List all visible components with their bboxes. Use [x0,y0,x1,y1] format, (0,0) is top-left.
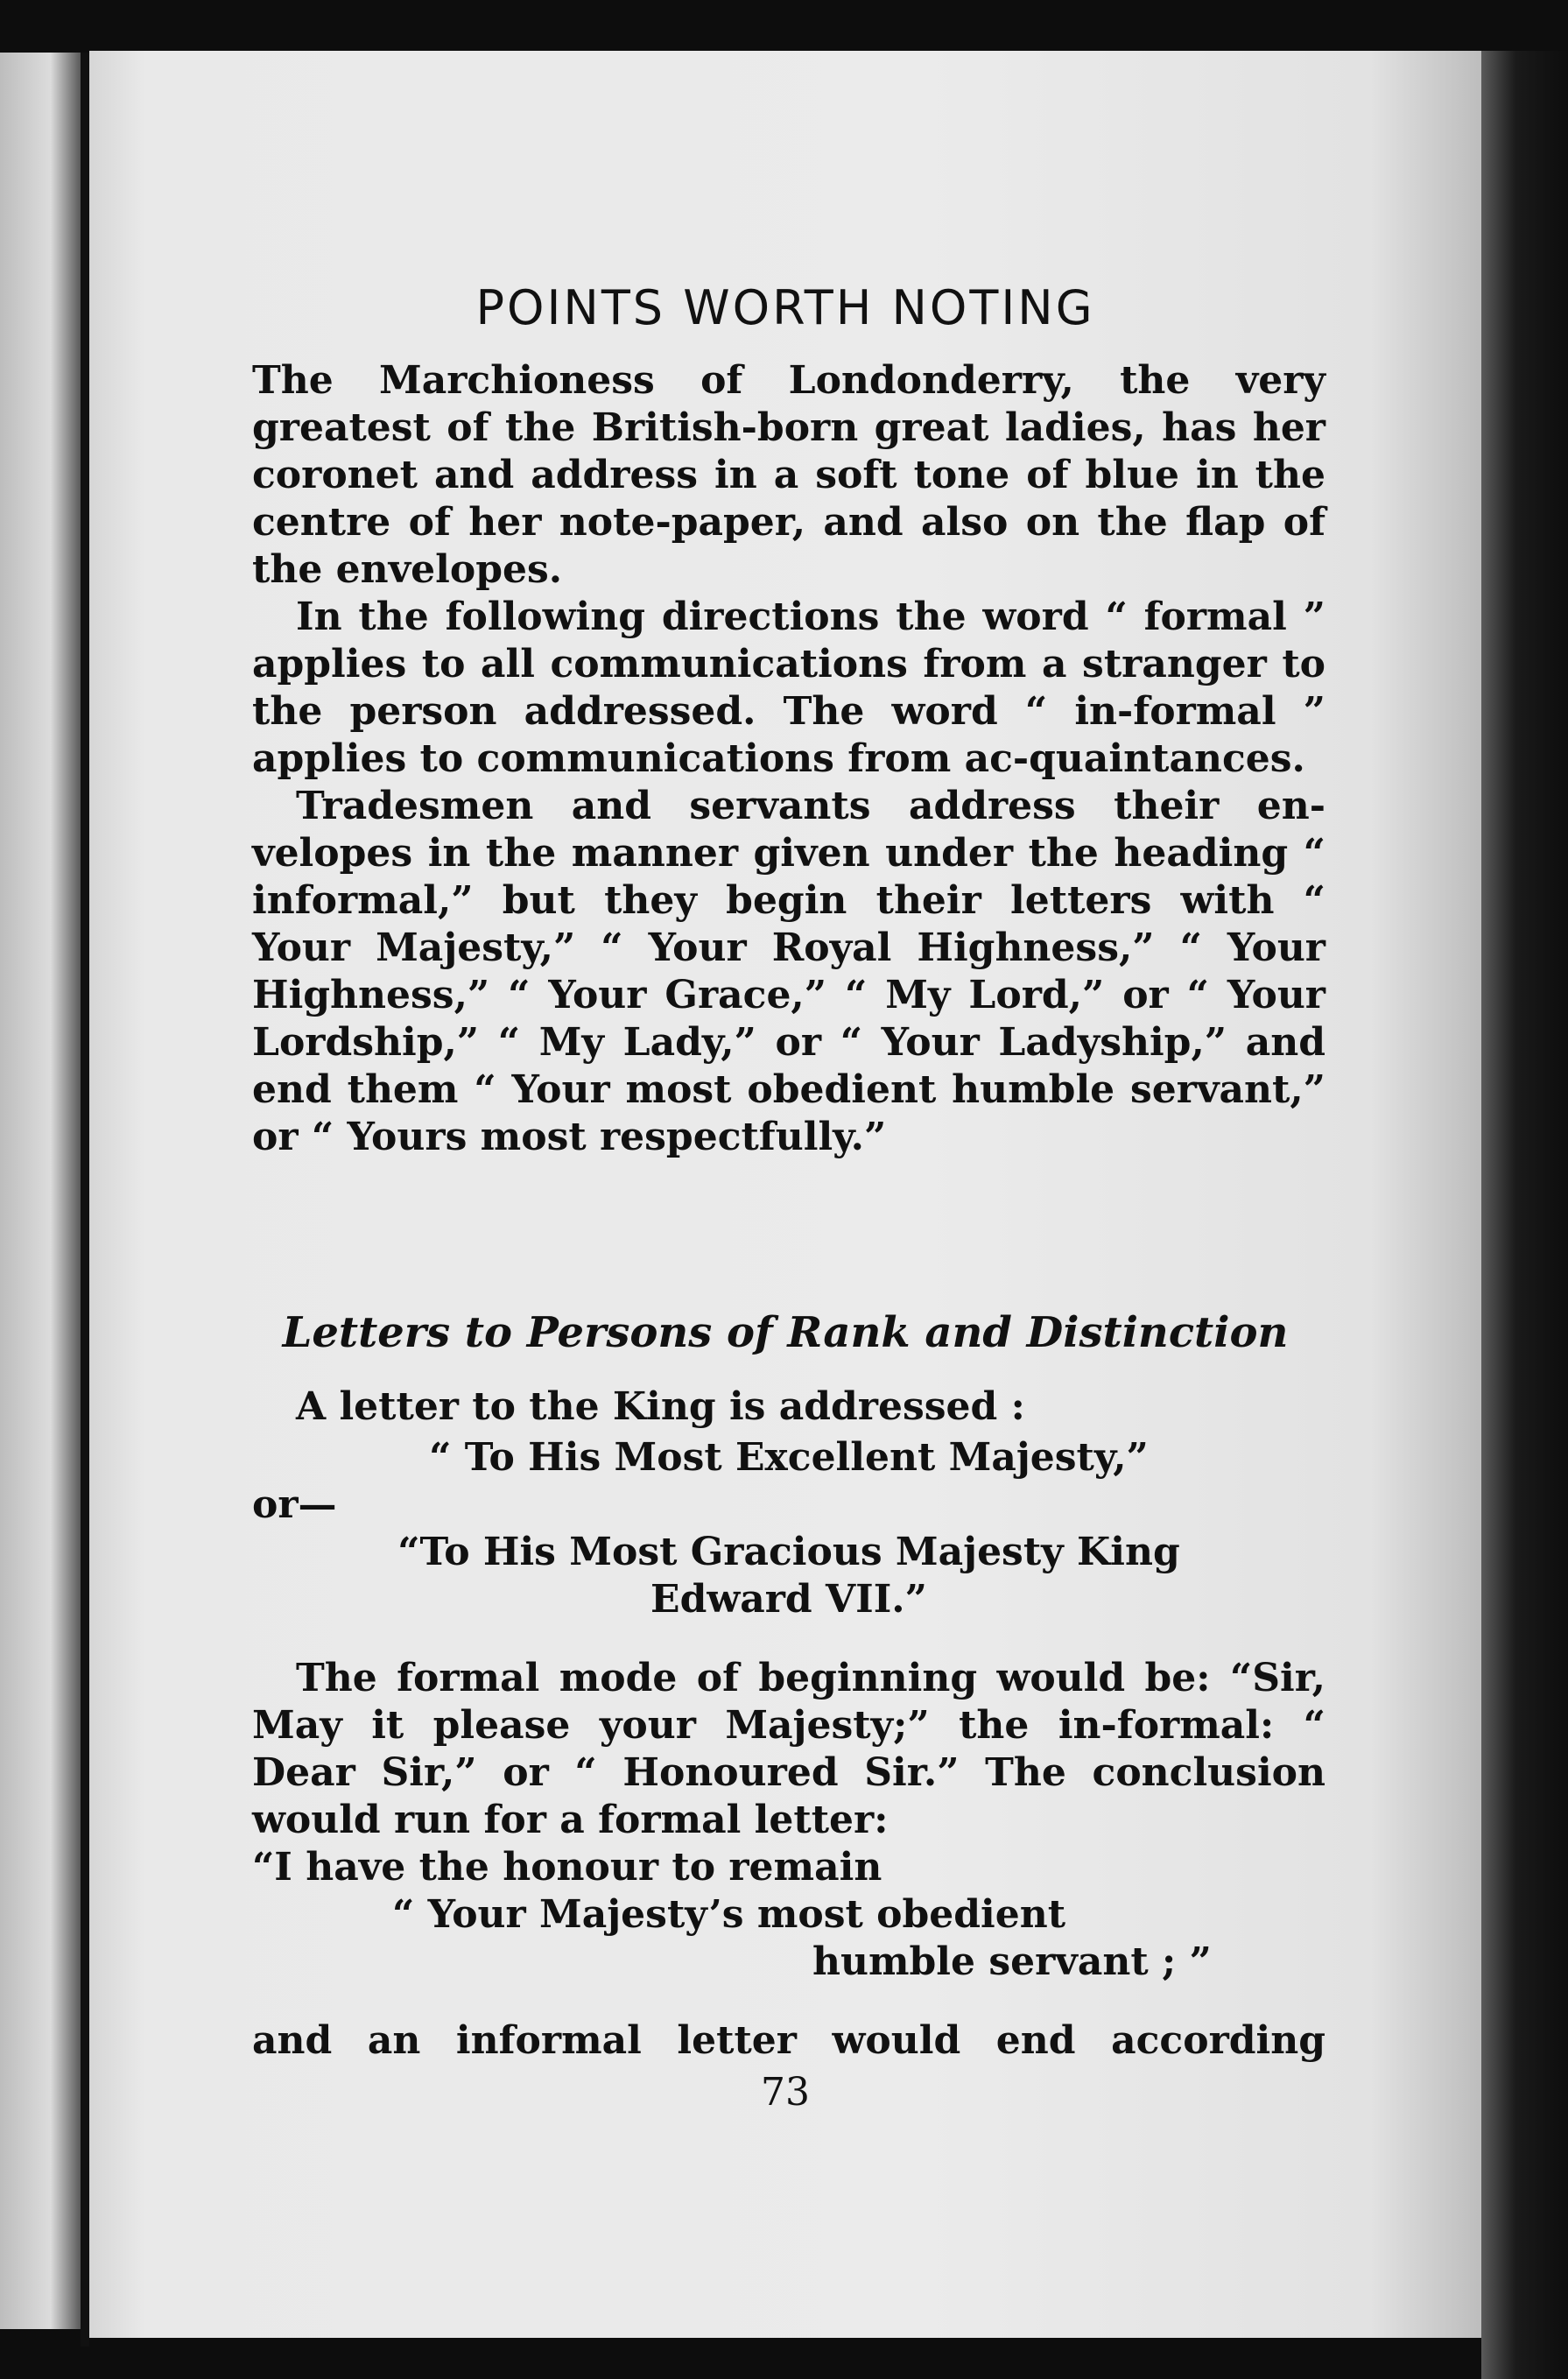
scan-shadow [1481,51,1568,2379]
paragraph-tradesmen: Tradesmen and servants address their en-velopes in the manner given under the heading “ informal,” but they begin their letters with “ Your Majesty,” “ Your Royal Highness,” “ Your Highness,” “ Your Grace,” “ My Lord,” or “ Your Lordship,” “ My Lady,” or “ Your Ladyship,” and end them “ Your most obedient humble servant,” or “ Yours most respectfully.” [252,784,1325,1159]
formal-mode-text: The formal mode of beginning would be: “Sir, May it please your Majesty;” the in-formal: “ Dear Sir,” or “ Honoured Sir.” The conclusion would run for a formal letter: [252,1656,1325,1842]
closing-line-1: “ Your Majesty’s most obedient [392,1892,1066,1937]
section-heading: Letters to Persons of Rank and Distinction [282,1308,1289,1357]
paragraph-formal-definition: In the following directions the word “ formal ” applies to all communications from a stranger to the person addressed. The word “ in-formal ” applies to communications from ac-quaintances. [252,595,1325,781]
honour-line: “I have the honour to remain [252,1845,882,1890]
facing-page-edge [0,53,84,2329]
page-number: 73 [761,2070,810,2115]
final-line: and an informal letter would end according [252,2018,1325,2063]
letter-intro: A letter to the King is addressed : [296,1384,1025,1429]
address-form-2-line-1: “To His Most Gracious Majesty King [397,1530,1180,1574]
or-separator: or— [252,1482,337,1527]
closing-line-2: humble servant ; ” [812,1939,1212,1984]
book-page [89,51,1481,2338]
body-text [252,357,1325,1161]
address-form-2-line-2: Edward VII.” [650,1577,927,1622]
paragraph-londonderry: The Marchioness of Londonderry, the very greatest of the British-born great ladies, has her coronet and address in a soft tone of blue in the centre of her note-paper, and also on the flap of the envelopes. [252,358,1325,592]
formal-mode-paragraph [252,1655,1325,1844]
book-gutter [81,53,89,2347]
letter-to-king-section [252,1383,1325,2065]
address-form-1: “ To His Most Excellent Majesty,” [429,1435,1149,1480]
running-head: POINTS WORTH NOTING [475,280,1095,335]
